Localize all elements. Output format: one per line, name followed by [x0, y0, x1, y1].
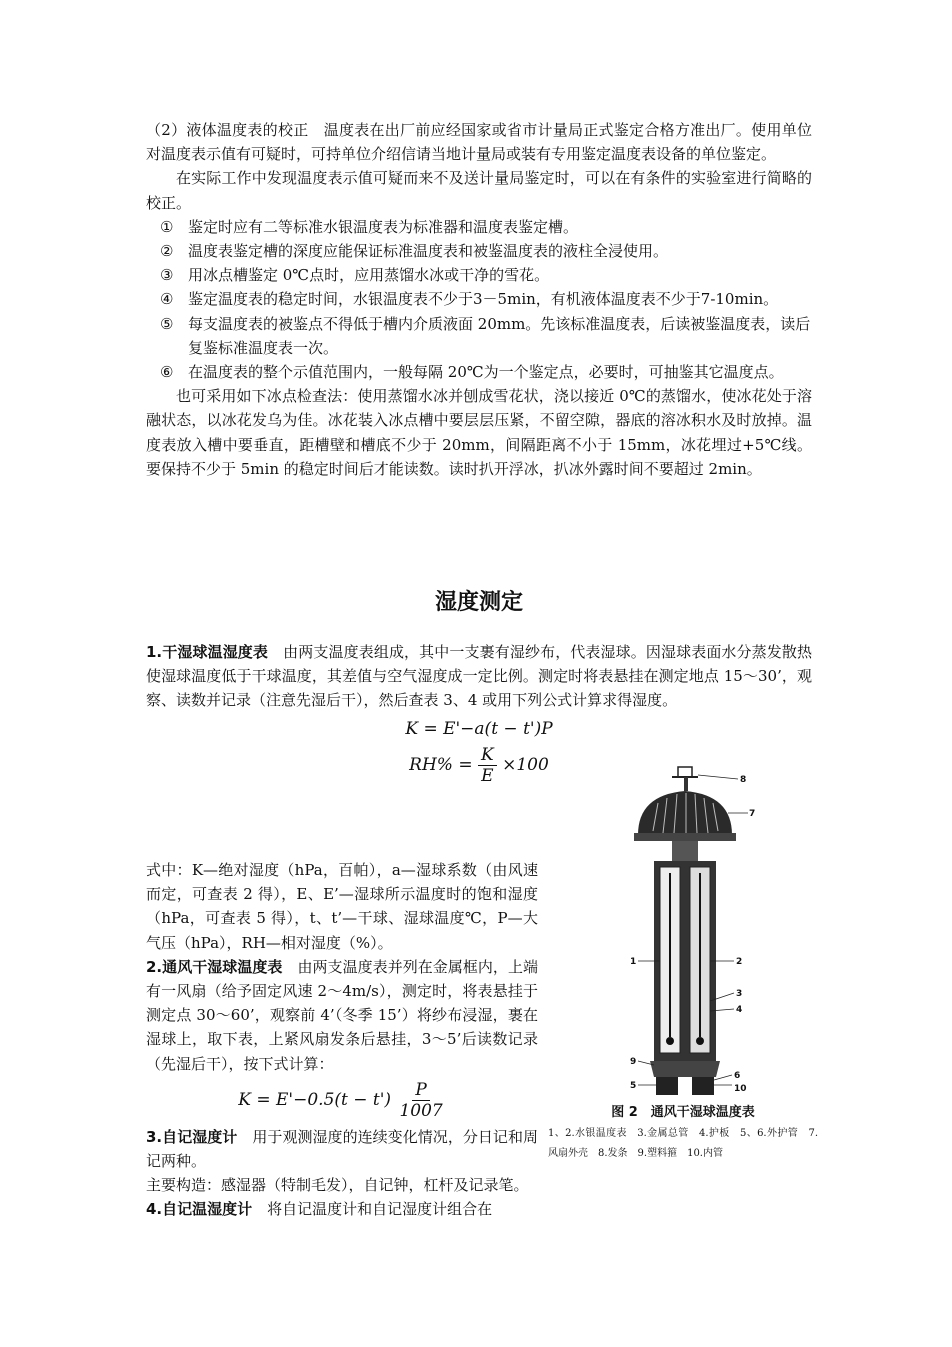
label-7: 7 — [749, 809, 756, 819]
list-item: ① 鉴定时应有二等标准水银温度表为标准器和温度表鉴定槽。 — [160, 217, 579, 236]
calibration-list — [146, 215, 812, 384]
formula-relative-humidity: RH% = $\frac{K}{E}$ ×100 — [409, 744, 549, 786]
paragraph-where: 式中：K—绝对湿度（hPa，百帕），a—湿球系数（由风速而定，可查表 2 得），E、E’—湿球所示温度时的饱和湿度（hPa，可查表 5 得），t、t’—干球、湿球温度℃，P—大气压（hPa），RH—相对湿度（%）。 — [146, 861, 538, 952]
term-heading: 2.通风干湿球温度表 — [146, 957, 283, 976]
label-5: 5 — [630, 1081, 637, 1091]
term-heading: 1.干湿球温湿度表 — [146, 643, 269, 661]
psychrometer-illustration — [598, 765, 758, 1095]
label-6: 6 — [734, 1071, 741, 1081]
list-item: ② 温度表鉴定槽的深度应能保证标准温度表和被鉴温度表的液柱全浸使用。 — [160, 242, 669, 261]
label-4: 4 — [736, 1005, 743, 1015]
paragraph-calibration: （2）液体温度表的校正 温度表在出厂前应经国家或省市计量局正式鉴定合格方准出厂。使用单位对温度表示值有可疑时，可持单位介绍信请当地计量局或装有专用鉴定温度表设备的单位鉴定。 — [146, 121, 812, 164]
label-10: 10 — [734, 1084, 747, 1094]
list-item: ⑤ 每支温度表的被鉴点不得低于槽内介质液面 20mm。先该标准温度表，后读被鉴温度表，读后复鉴标准温度表一次。 — [160, 314, 811, 357]
paragraph-hygrograph: 3.自记湿度计 用于观测湿度的连续变化情况，分日记和周记两种。 — [146, 1127, 538, 1171]
paragraph-ice-point: 也可采用如下冰点检查法：使用蒸馏水冰并刨成雪花状，浇以接近 0℃的蒸馏水，使冰花处于溶融状态，以冰花发乌为佳。冰花装入冰点槽中要层层压紧，不留空隙，器底的溶冰积水及时放掉。温度表放入槽中要垂直，距槽壁和槽底不少于 20mm，间隔距离不小于 15mm，冰花埋过+5℃线。要保持不少于 5min 的稳定时间后才能读数。读时扒开浮冰，扒冰外露时间不要超过 2min。 — [146, 387, 812, 478]
figure-ventilated-psychrometer — [548, 765, 818, 1164]
formula-absolute-humidity: K = E'−a(t − t')P — [405, 718, 553, 739]
term-heading: 3.自记湿度计 — [146, 1127, 238, 1146]
figure-caption: 图 2 通风干湿球温度表 — [611, 1105, 755, 1120]
label-1: 1 — [630, 957, 637, 967]
paragraph-thermohygrograph: 4.自记温湿度计 将自记温度计和自记湿度计组合在 — [146, 1200, 493, 1219]
left-column — [146, 858, 538, 1222]
figure-legend: 1、2.水银温度表 3.金属总管 4.护板 5、6.外护管 7.风扇外壳 8.发条 9.塑料箍 10.内管 — [548, 1128, 818, 1159]
paragraph-dry-wet-bulb: 1.干湿球温湿度表 由两支温度表组成，其中一支裹有湿纱布，代表湿球。因湿球表面水分蒸发散热使湿球温度低于干球温度，其差值与空气湿度成一定比例。测定时将表悬挂在测定地点 15～30’，观察、读数并记录（注意先湿后干），然后查表 3、4 或用下列公式计算求得湿度。 — [146, 643, 812, 710]
label-9: 9 — [630, 1057, 637, 1067]
list-item: ④ 鉴定温度表的稳定时间，水银温度表不少于3－5min，有机液体温度表不少于7-10min。 — [160, 290, 779, 309]
label-8: 8 — [740, 775, 747, 785]
formula-ventilated: K = E'−0.5(t − t') $\frac{P}{1007}$ — [238, 1079, 443, 1121]
list-item: ③ 用冰点槽鉴定 0℃点时，应用蒸馏水冰或干净的雪花。 — [160, 266, 550, 285]
paragraph-ventilated: 2.通风干湿球温度表 由两支温度表并列在金属框内，上端有一风扇（给予固定风速 2～4m/s），测定时，将表悬挂于测定点 30～60’，观察前 4’（冬季 15’）将纱布浸湿，裹在湿球上，取下表，上紧风扇发条后悬挂，3～5’后读数记录（先湿后干），按下式计算： — [146, 957, 538, 1073]
label-3: 3 — [736, 989, 743, 999]
paragraph-construction: 主要构造：感湿器（特制毛发），自记钟，杠杆及记录笔。 — [146, 1176, 529, 1195]
list-item: ⑥ 在温度表的整个示值范围内，一般每隔 20℃为一个鉴定点，必要时，可抽鉴其它温度点。 — [160, 363, 784, 382]
document-page — [146, 118, 818, 1219]
term-heading: 4.自记温湿度计 — [146, 1200, 253, 1219]
label-2: 2 — [736, 957, 743, 967]
paragraph-lab-calibration: 在实际工作中发现温度表示值可疑而来不及送计量局鉴定时，可以在有条件的实验室进行简略的校正。 — [146, 169, 812, 212]
humidity-section — [146, 640, 818, 1219]
section-title: 湿度测定 — [434, 590, 523, 615]
